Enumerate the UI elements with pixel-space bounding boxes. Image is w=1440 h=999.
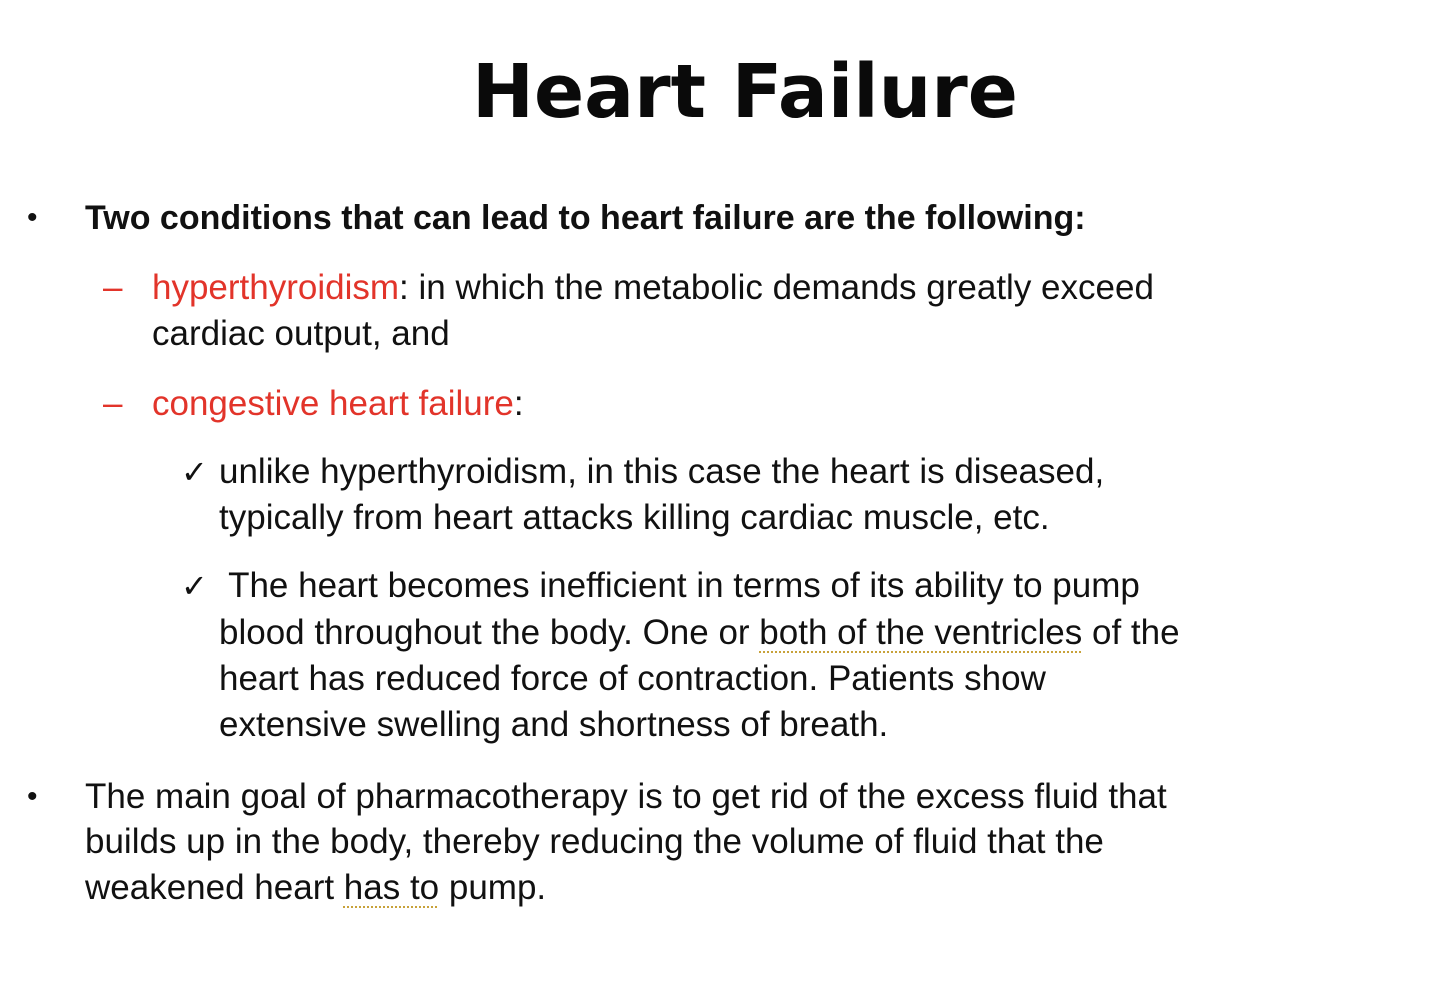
checkmark-icon: ✓ <box>181 567 208 605</box>
hyperthyroidism-description: : in which the metabolic demands greatly exceed <box>399 268 1154 307</box>
check2-line-3: heart has reduced force of contraction. Patients show <box>219 659 1046 698</box>
chf-colon: : <box>513 384 524 423</box>
checkmark-icon: ✓ <box>181 453 208 491</box>
hyperthyroidism-term: hyperthyroidism <box>152 268 400 307</box>
check2-line-4: extensive swelling and shortness of breath. <box>219 705 889 744</box>
check2-line-2 <box>219 610 1180 656</box>
check2-line-2-end: of the <box>1082 613 1180 652</box>
dash-icon: – <box>103 384 123 423</box>
goal-line-3 <box>85 865 546 911</box>
check1-line-2: typically from heart attacks killing cardiac muscle, etc. <box>219 498 1050 537</box>
bullet-icon: • <box>27 780 38 813</box>
goal-line-2: builds up in the body, thereby reducing the volume of fluid that the <box>85 822 1104 861</box>
goal-line-3-end: pump. <box>439 868 547 907</box>
check2-line-2-start: blood throughout the body. One or <box>219 613 760 652</box>
spellcheck-underlined-text: both of the ventricles <box>759 613 1083 652</box>
bullet-icon: • <box>27 201 38 234</box>
hyperthyroidism-line-2: cardiac output, and <box>152 314 450 353</box>
dash-icon: – <box>103 268 123 307</box>
goal-line-3-start: weakened heart <box>85 868 344 907</box>
chf-term: congestive heart failure <box>152 384 514 423</box>
intro-text: Two conditions that can lead to heart failure are the following: <box>85 199 1086 237</box>
check2-line-1: The heart becomes inefficient in terms of its ability to pump <box>219 566 1140 605</box>
spellcheck-underlined-text: has to <box>343 868 440 907</box>
goal-line-1: The main goal of pharmacotherapy is to get rid of the excess fluid that <box>85 777 1167 816</box>
slide-title: Heart Failure <box>472 49 1018 135</box>
check1-line-1: unlike hyperthyroidism, in this case the heart is diseased, <box>219 452 1105 491</box>
hyperthyroidism-line-1 <box>152 265 1154 311</box>
chf-line <box>152 381 524 427</box>
